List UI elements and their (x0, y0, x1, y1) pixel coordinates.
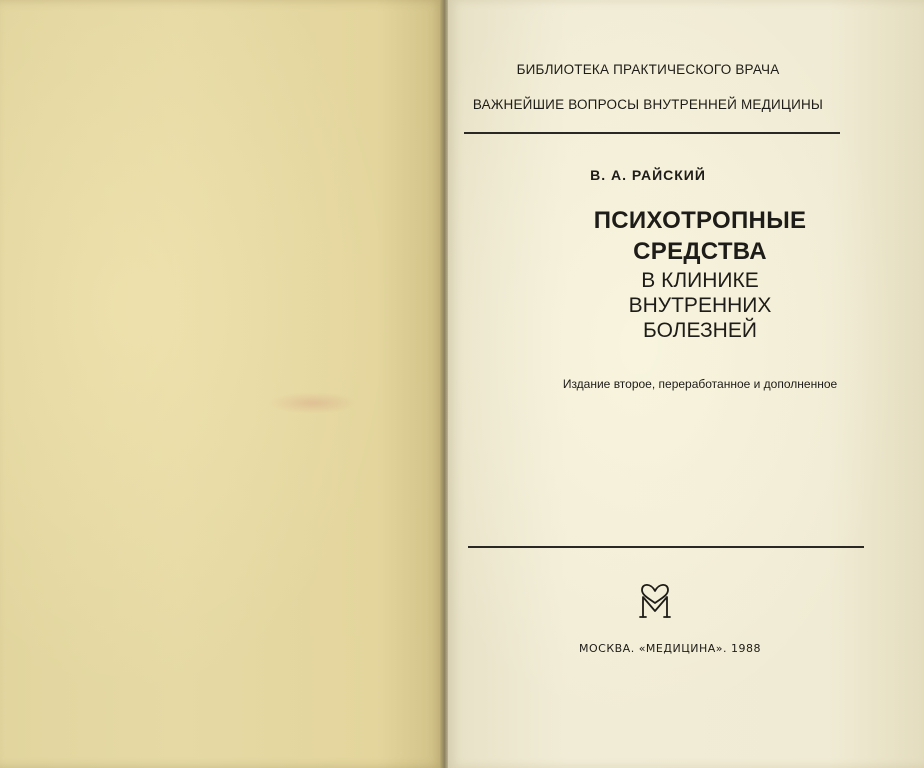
title-page (448, 0, 924, 768)
series-title: БИБЛИОТЕКА ПРАКТИЧЕСКОГО ВРАЧА (516, 62, 780, 77)
top-divider (464, 132, 840, 134)
book-title-line-5: БОЛЕЗНЕЙ (643, 319, 757, 342)
imprint-line: МОСКВА. «МЕДИЦИНА». 1988 (579, 642, 761, 655)
series-subtitle: ВАЖНЕЙШИЕ ВОПРОСЫ ВНУТРЕННЕЙ МЕДИЦИНЫ (472, 97, 824, 112)
bottom-divider (468, 546, 864, 548)
book-title-line-2: СРЕДСТВА (633, 238, 767, 265)
edition-note: Издание второе, переработанное и дополненное (562, 377, 838, 391)
author-name: В. А. РАЙСКИЙ (590, 167, 706, 183)
left-blank-page (0, 0, 444, 768)
book-title-line-1: ПСИХОТРОПНЫЕ (593, 207, 807, 234)
book-title-line-3: В КЛИНИКЕ (641, 269, 759, 292)
book-title-line-4: ВНУТРЕННИХ (628, 294, 772, 317)
page-stain (268, 392, 358, 414)
publisher-logo-icon (638, 577, 672, 621)
